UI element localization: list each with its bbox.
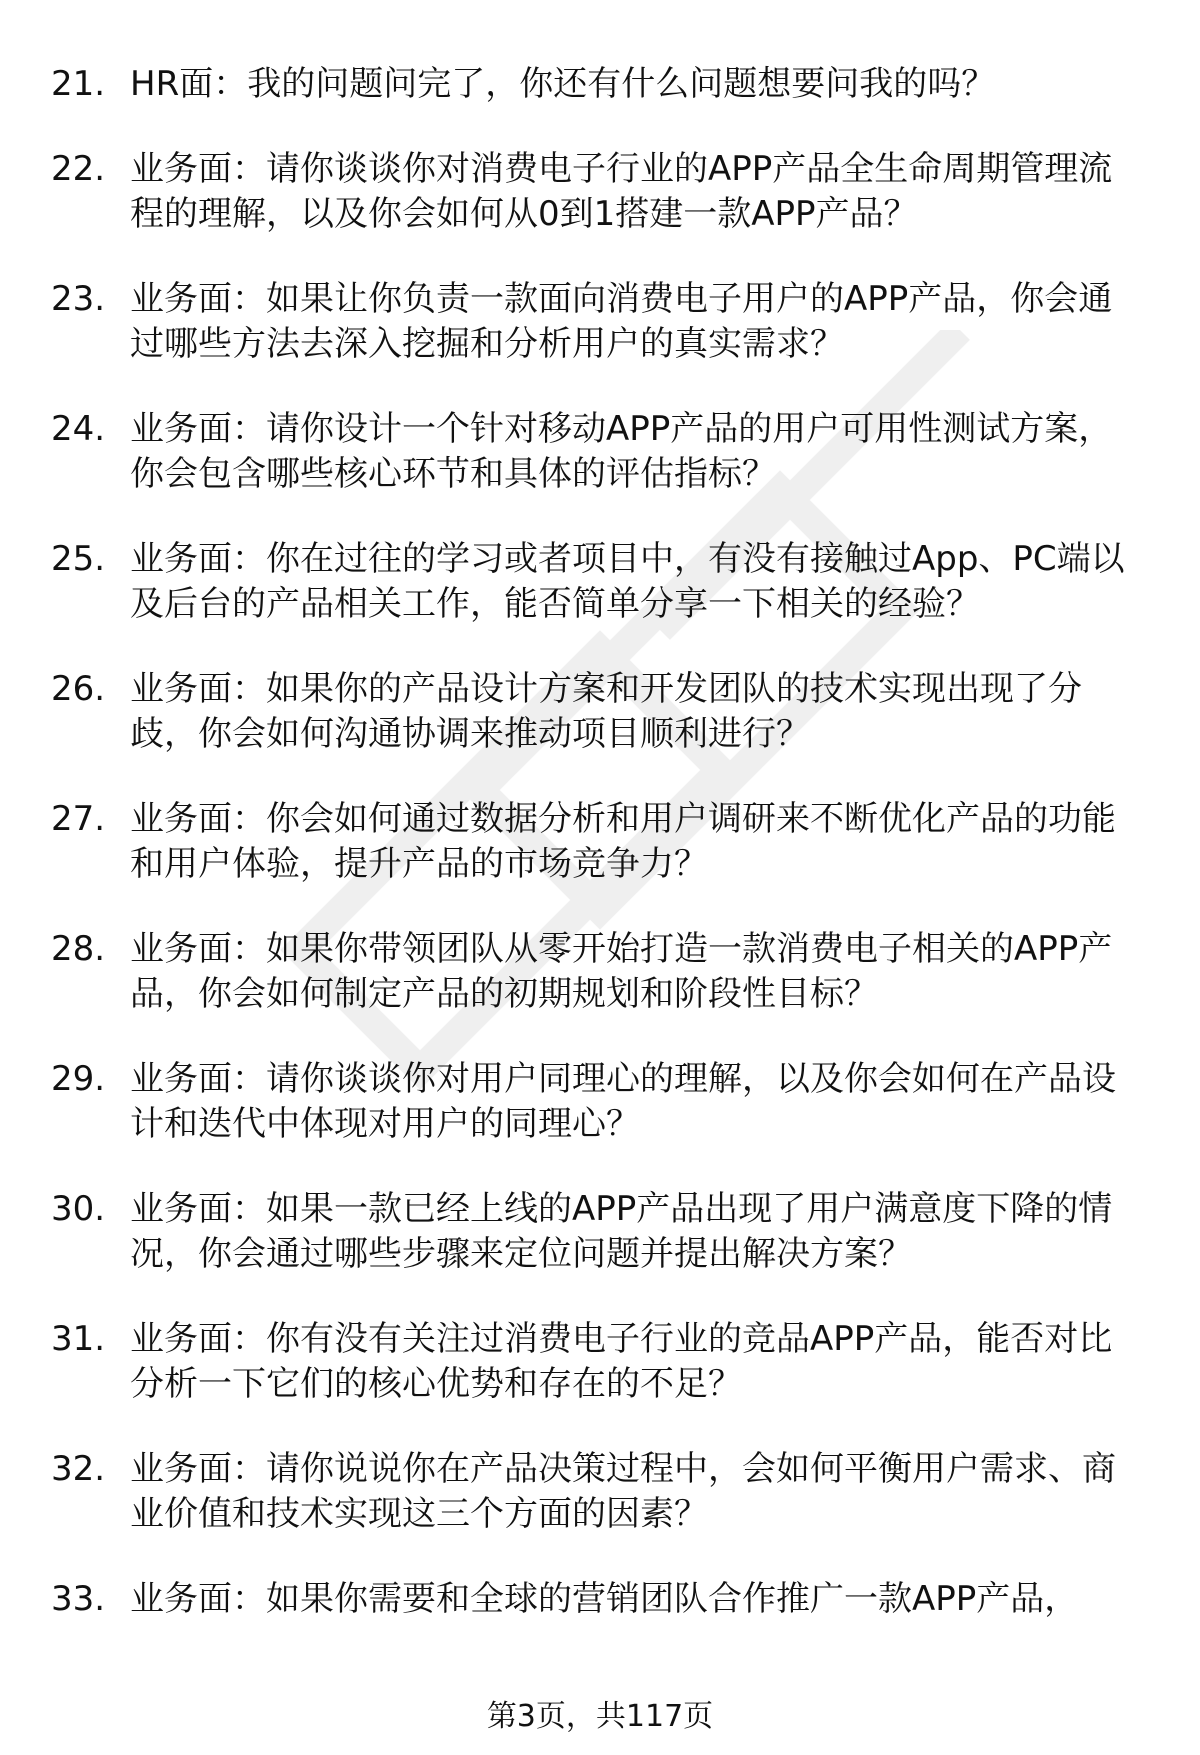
list-item xyxy=(0,407,1145,497)
question-category: 业务面： xyxy=(130,1059,266,1099)
question-number: 27. xyxy=(51,799,106,839)
question-number: 28. xyxy=(51,929,106,969)
question-body: 请你说说你在产品决策过程中，会如何平衡用户需求、商业价值和技术实现这三个方面的因素？ xyxy=(130,1449,1116,1534)
question-body: 请你设计一个针对移动APP产品的用户可用性测试方案，你会包含哪些核心环节和具体的评估指标？ xyxy=(130,409,1113,494)
question-body: 如果你的产品设计方案和开发团队的技术实现出现了分歧，你会如何沟通协调来推动项目顺利进行？ xyxy=(130,669,1082,754)
question-body: 如果让你负责一款面向消费电子用户的APP产品，你会通过哪些方法去深入挖掘和分析用户的真实需求？ xyxy=(130,279,1113,364)
question-body: 你在过往的学习或者项目中，有没有接触过App、PC端以及后台的产品相关工作，能否简单分享一下相关的经验？ xyxy=(130,539,1125,624)
question-body: 请你谈谈你对消费电子行业的APP产品全生命周期管理流程的理解，以及你会如何从0到1搭建一款APP产品？ xyxy=(130,149,1113,234)
question-text xyxy=(130,667,1145,757)
list-item xyxy=(0,1187,1145,1277)
list-item xyxy=(0,927,1145,1017)
question-number: 23. xyxy=(51,279,106,319)
question-number: 21. xyxy=(51,64,106,104)
question-category: 业务面： xyxy=(130,1189,266,1229)
question-category: 业务面： xyxy=(130,539,266,579)
question-body: 你有没有关注过消费电子行业的竞品APP产品，能否对比分析一下它们的核心优势和存在的不足？ xyxy=(130,1319,1113,1404)
question-text xyxy=(130,927,1145,1017)
question-category: 业务面： xyxy=(130,1449,266,1489)
list-item xyxy=(0,277,1145,367)
list-item xyxy=(0,1057,1145,1147)
question-body: 我的问题问完了，你还有什么问题想要问我的吗？ xyxy=(247,64,996,104)
question-number: 24. xyxy=(51,409,106,449)
question-body: 请你谈谈你对用户同理心的理解，以及你会如何在产品设计和迭代中体现对用户的同理心？ xyxy=(130,1059,1116,1144)
question-text xyxy=(130,1057,1145,1147)
list-item xyxy=(0,797,1145,887)
question-text xyxy=(130,537,1145,627)
question-number: 31. xyxy=(51,1319,106,1359)
question-text xyxy=(130,1317,1145,1407)
question-category: 业务面： xyxy=(130,1319,266,1359)
page-number-footer: 第3页，共117页 xyxy=(486,1699,714,1734)
question-category: 业务面： xyxy=(130,929,266,969)
question-text xyxy=(130,1577,1145,1622)
list-item xyxy=(0,147,1145,237)
question-number: 22. xyxy=(51,149,106,189)
question-number: 26. xyxy=(51,669,106,709)
question-text xyxy=(130,1187,1145,1277)
list-item xyxy=(0,1317,1145,1407)
question-body: 你会如何通过数据分析和用户调研来不断优化产品的功能和用户体验，提升产品的市场竞争力？ xyxy=(130,799,1116,884)
question-number: 25. xyxy=(51,539,106,579)
question-body: 如果一款已经上线的APP产品出现了用户满意度下降的情况，你会通过哪些步骤来定位问题并提出解决方案？ xyxy=(130,1189,1113,1274)
question-category: 业务面： xyxy=(130,279,266,319)
question-category: 业务面： xyxy=(130,1579,266,1619)
question-number: 32. xyxy=(51,1449,106,1489)
question-text xyxy=(130,797,1145,887)
question-text xyxy=(130,1447,1145,1537)
question-body: 如果你需要和全球的营销团队合作推广一款APP产品， xyxy=(266,1579,1079,1619)
question-text xyxy=(130,407,1145,497)
list-item xyxy=(0,537,1145,627)
question-category: 业务面： xyxy=(130,669,266,709)
question-category: 业务面： xyxy=(130,799,266,839)
question-number: 30. xyxy=(51,1189,106,1229)
question-number: 29. xyxy=(51,1059,106,1099)
question-text xyxy=(130,62,1145,107)
question-list xyxy=(0,62,1200,1662)
list-item xyxy=(0,1577,1145,1622)
question-text xyxy=(130,277,1145,367)
question-category: HR面： xyxy=(130,64,248,104)
list-item xyxy=(0,62,1145,107)
list-item xyxy=(0,667,1145,757)
question-number: 33. xyxy=(51,1579,106,1619)
question-text xyxy=(130,147,1145,237)
question-category: 业务面： xyxy=(130,409,266,449)
question-body: 如果你带领团队从零开始打造一款消费电子相关的APP产品，你会如何制定产品的初期规划和阶段性目标？ xyxy=(130,929,1113,1014)
question-category: 业务面： xyxy=(130,149,266,189)
list-item xyxy=(0,1447,1145,1537)
